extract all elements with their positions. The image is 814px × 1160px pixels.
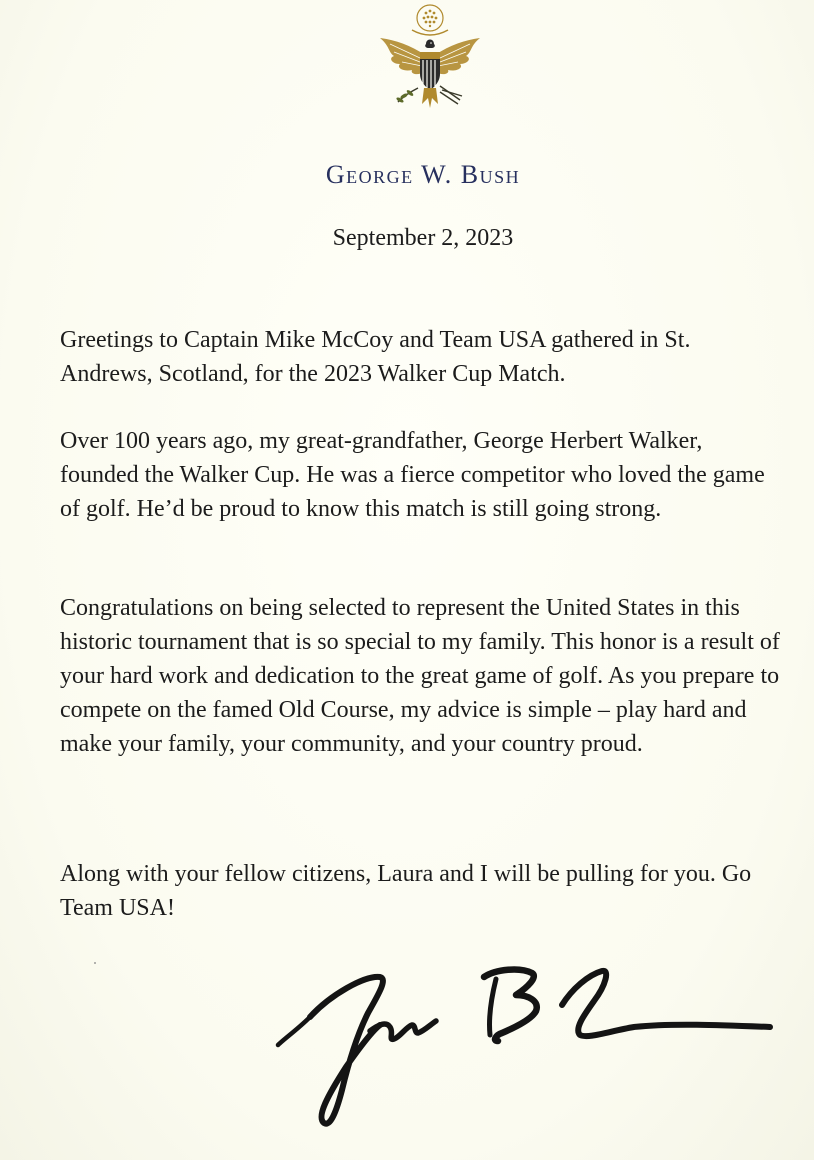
letterhead-name: George W. Bush	[325, 160, 521, 189]
paragraph-history: Over 100 years ago, my great-grandfather, George Herbert Walker, founded the Walker Cup. He was a fierce competitor who loved the game of golf. He’d be proud to know this match is still going strong.	[60, 428, 765, 522]
paragraph-greeting: Greetings to Captain Mike McCoy and Team USA gathered in St. Andrews, Scotland, for the 2023 Walker Cup Match.	[60, 327, 691, 387]
handwritten-signature	[270, 955, 780, 1130]
paper-speck	[94, 962, 96, 964]
paragraph-closing: Along with your fellow citizens, Laura and I will be pulling for you. Go Team USA!	[60, 861, 752, 921]
presidential-eagle-seal-icon	[370, 0, 490, 120]
letter-date: September 2, 2023	[332, 225, 514, 251]
paragraph-congratulations: Congratulations on being selected to represent the United States in this historic tournament that is so special to my family. This honor is a result of your hard work and dedication to the great game of golf. As you prepare to compete on the famed Old Course, my advice is simple – play hard and make your family, your community, and your country proud.	[60, 595, 780, 757]
